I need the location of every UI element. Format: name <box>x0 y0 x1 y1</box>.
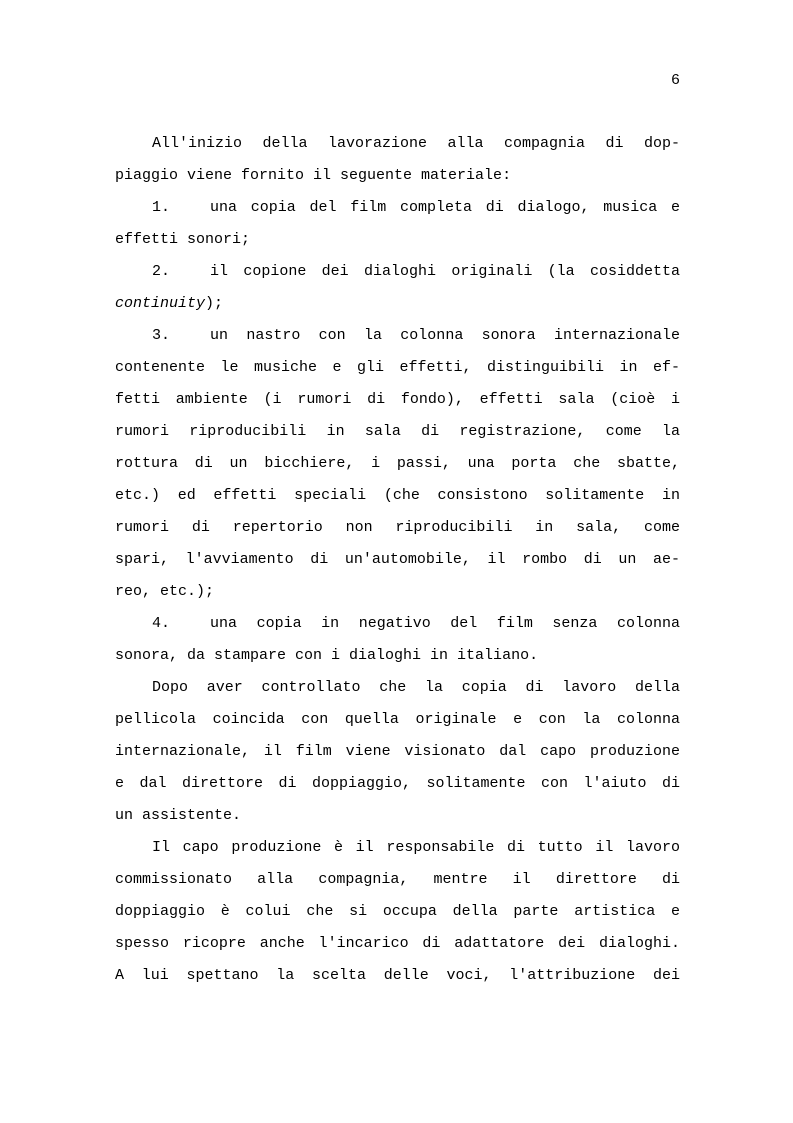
text-line: contenente le musiche e gli effetti, distinguibili in ef- <box>115 359 680 376</box>
paragraph-2 <box>115 672 680 832</box>
document-body <box>115 128 680 992</box>
text-fragment: il copione dei dialoghi originali (la cosiddetta <box>210 263 680 280</box>
text-line: doppiaggio è colui che si occupa della parte artistica e <box>115 903 680 920</box>
list-number: 4. <box>152 615 171 632</box>
text-fragment: un nastro con la colonna sonora internazionale <box>210 327 680 344</box>
paragraph-intro <box>115 128 680 192</box>
text-line: un assistente. <box>115 807 242 824</box>
page-number: 6 <box>670 72 680 89</box>
text-line <box>115 320 680 352</box>
text-fragment: una copia in negativo del film senza colonna <box>210 615 680 632</box>
paragraph-3 <box>115 832 680 992</box>
text-fragment: una copia del film completa di dialogo, musica e <box>210 199 680 216</box>
text-line: All'inizio della lavorazione alla compagnia di dop- <box>152 135 680 152</box>
text-line: Dopo aver controllato che la copia di lavoro della <box>152 679 680 696</box>
italic-term: continuity <box>115 295 206 312</box>
text-fragment: ); <box>205 295 224 312</box>
list-item-2 <box>115 256 680 320</box>
text-line: A lui spettano la scelta delle voci, l'attribuzione dei <box>115 967 680 984</box>
text-line: e dal direttore di doppiaggio, solitamente con l'aiuto di <box>115 775 680 792</box>
text-line: spari, l'avviamento di un'automobile, il rombo di un ae- <box>115 551 680 568</box>
text-line: fetti ambiente (i rumori di fondo), effetti sala (cioè i <box>115 391 680 408</box>
text-line: sonora, da stampare con i dialoghi in italiano. <box>115 647 539 664</box>
list-number: 1. <box>152 199 171 216</box>
text-line: pellicola coincida con quella originale e con la colonna <box>115 711 680 728</box>
text-line: reo, etc.); <box>115 583 215 600</box>
text-line: internazionale, il film viene visionato dal capo produzione <box>115 743 680 760</box>
list-number: 2. <box>152 263 171 280</box>
text-line: rumori riproducibili in sala di registrazione, come la <box>115 423 680 440</box>
text-line: commissionato alla compagnia, mentre il direttore di <box>115 871 680 888</box>
text-line: rottura di un bicchiere, i passi, una porta che sbatte, <box>115 455 680 472</box>
text-line: spesso ricopre anche l'incarico di adattatore dei dialoghi. <box>115 935 680 952</box>
text-line: piaggio viene fornito il seguente materiale: <box>115 167 512 184</box>
text-line: Il capo produzione è il responsabile di tutto il lavoro <box>152 839 680 856</box>
list-item-3 <box>115 320 680 608</box>
list-item-4 <box>115 608 680 672</box>
list-item-1 <box>115 192 680 256</box>
text-line: etc.) ed effetti speciali (che consistono solitamente in <box>115 487 680 504</box>
text-line: rumori di repertorio non riproducibili in sala, come <box>115 519 680 536</box>
text-line <box>115 608 680 640</box>
text-line <box>115 192 680 224</box>
list-number: 3. <box>152 327 171 344</box>
text-line <box>115 256 680 288</box>
text-line: effetti sonori; <box>115 231 251 248</box>
text-line <box>115 288 680 320</box>
